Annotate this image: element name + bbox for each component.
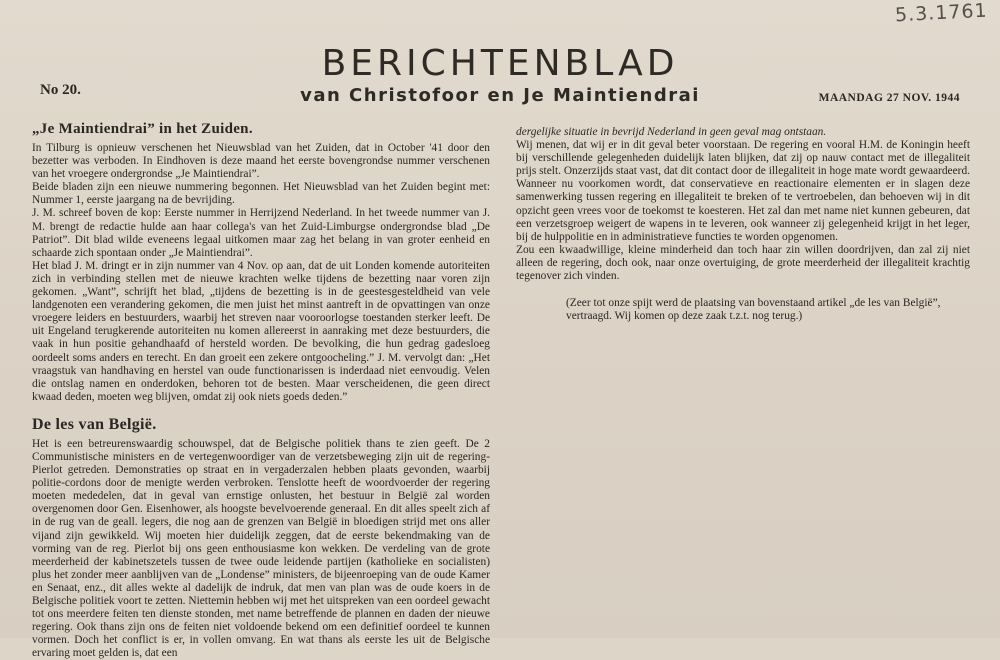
article2-footnote: (Zeer tot onze spijt werd de plaatsing van bovenstaand artikel „de les van België”, vertraagd. Wij komen op deze zaak t.z.t. nog terug.) [566,297,941,323]
article2-paragraph: Het is een betreurenswaardig schouwspel, dat de Belgische politiek thans te zien geeft. De 2 Communistische ministers en de vertegenwoordiger van de verzetsbeweging zijn uit de regering-Pierlot getreden. Demonstraties op straat en in vergaderzalen hebben plaats gevonden, waarbij politie-cordons door de menigte werden verbroken. Tenslotte heeft de woordvoerder der regering moeten mededelen, dat in geval van ernstige onlusten, het bestuur in België zal worden overgenomen door Gen. Eisenhower, als hoogste bevelvoerende generaal. En dit alles speelt zich af in de rug van de geall. legers, die nog aan de grenzen van België in bloedigen strijd met ons aller vijand zijn gewikkeld. Wij moeten hier duidelijk zeggen, dat de eerste bekendmaking van de vorming van de reg. Pierlot bij ons geen enthousiasme kon wekken. De verdeling van de grote meerderheid der kabinetszetels tussen de twee oude leidende partijen (katholieke en socialisten) plus het zonder meer aanblijven van de „Londense” ministers, de bijeenroeping van de oude Kamer en Senaat, enz., dit alles wekte al dadelijk de indruk, dat men van plan was de oude koers in de Belgische politiek voort te zetten. Niettemin hebben wij met het uitspreken van een oordeel gewacht tot ons meerdere feiten ten dienste stonden, met name betreffende de plannen en daden der nieuwe regering. Ook thans zijn ons de feiten niet voldoende bekend om een definitief oordeel te kunnen vormen. Doch het conflict is er, in vollen omvang. En wat thans als eerste les uit de Belgische ervaring moet gelden is, dat een [32,437,490,660]
newspaper-title: BERICHTENBLAD [321,43,679,84]
left-column [32,120,490,660]
article2-paragraph: Wij menen, dat wij er in dit geval beter voorstaan. De regering en vooral H.M. de Koningin heeft bij verschillende gelegenheden duidelijk laten blijken, dat zij op nauw contact met de illegaliteit prijs stelt. Onzerzijds staat vast, dat dit contact door de illegaliteit in hoge mate wordt gewaardeerd. Wanneer nu voorkomen wordt, dat conservatieve en reactionaire elementen er in slagen deze samenwerking tussen regering en illegaliteit te breken of te vertroebelen, dan behoeven wij in dit opzicht geen vrees voor de toekomst te koesteren. Het zal dan met name niet kunnen gebeuren, dat een verzetsgroep weigert de wapens in te leveren, ook wanneer zij gelegenheid krijgt in het leger, bij de hulppolitie en in administratieve functies te worden opgenomen. [516,139,970,243]
article1-heading: „Je Maintiendrai” in het Zuiden. [32,121,253,137]
newspaper-subtitle: van Christofoor en Je Maintiendrai [300,85,700,106]
article1-paragraph: J. M. schreef boven de kop: Eerste nummer in Herrijzend Nederland. In het tweede nummer van J. M. brengt de redactie hulde aan haar collega's van het Zuid-Limburgse ondergrondse blad „De Patriot”. Dit blad wilde eveneens legaal uitkomen maar zag het belang in van groter eenheid en schaarde zich spontaan onder „Je Maintiendrai”. [32,207,490,259]
issue-number: No 20. [40,82,81,98]
article2-paragraph [516,126,970,139]
archive-handwritten-note: 5.3.1761 [894,0,989,27]
article2-emphasis: dergelijke situatie in bevrijd Nederland in geen geval mag ontstaan. [516,126,827,138]
article1-paragraph: In Tilburg is opnieuw verschenen het Nieuwsblad van het Zuiden, dat in October '41 door den bezetter was verboden. In Eindhoven is deze maand het eerste bovengrondse nummer verschenen van het vroegere ondergrondse „Je Maintiendrai”. [32,142,490,181]
article1-paragraph: Beide bladen zijn een nieuwe nummering begonnen. Het Nieuwsblad van het Zuiden begint met: Nummer 1, eerste jaargang na de bevrijding. [32,181,490,207]
right-column [516,126,970,323]
article2-paragraph: Zou een kwaadwillige, kleine minderheid dan toch haar zin willen doordrijven, dan zal zij niet alleen de regering, doch ook, naar onze overtuiging, de grote meerderheid der illegaliteit krachtig tegenover zich vinden. [516,243,970,283]
article1-paragraph: Het blad J. M. dringt er in zijn nummer van 4 Nov. op aan, dat de uit Londen komende autoriteiten zich in verbinding stellen met de nieuwe krachten welke tijdens de bezetting naar voren zijn gekomen. „Want”, schrijft het blad, „tijdens de bezetting is in de geestesgesteldheid van vele landgenoten een verandering gekomen, die men juist het minst aantreft in de opvattingen van onze vroegere leiders en bestuurders, waarbij het streven naar vooroorlogse toestanden sterker leeft. De uit Engeland terugkerende autoriteiten nu komen allereerst in aanraking met deze bestuurders, die vaak in hun positie gehandhaafd of hersteld worden. De bevolking, die hun gedrag gadesloeg oordeelt soms anders en terecht. En dan groeit een zekere ontgoocheling.” J. M. vervolgt dan: „Het vraagstuk van handhaving en herstel van oude functionarissen is inderdaad niet eenvoudig. Velen die ontslag namen en onderdoken, behoren tot de besten. Maar verscheidenen, die geen direct kwaad deden, moeten weg blijven, omdat zij ook niets goeds deden.” [32,259,490,403]
issue-date: MAANDAG 27 NOV. 1944 [818,92,960,104]
article2-heading: De les van België. [32,415,157,433]
